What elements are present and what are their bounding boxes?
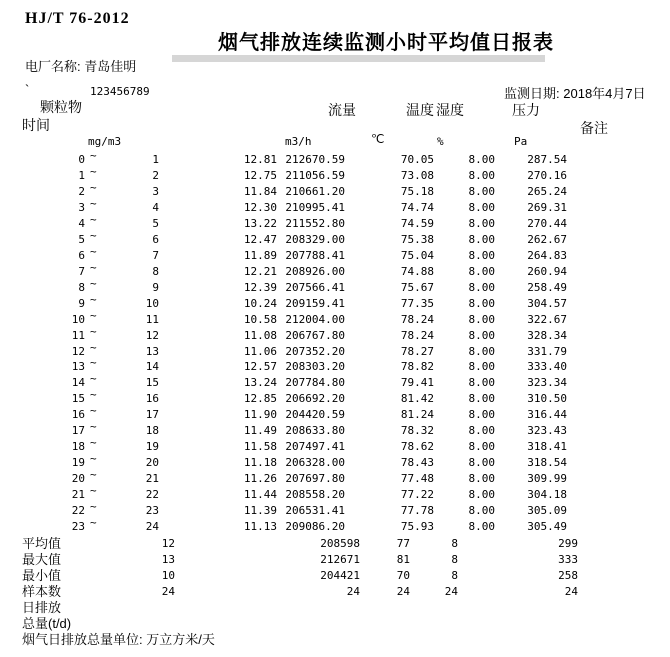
summary-particulate: 13 xyxy=(161,553,175,566)
pressure-value: 333.40 xyxy=(527,360,567,374)
humidity-value: 8.00 xyxy=(468,344,495,358)
monitor-date-label: 监测日期: xyxy=(504,86,560,101)
pressure-value: 262.67 xyxy=(527,232,567,246)
summary-row-label: 平均值 xyxy=(22,536,62,551)
temperature-value: 75.93 xyxy=(400,520,434,534)
pressure-value: 304.57 xyxy=(527,296,567,310)
humidity-value: 8.00 xyxy=(468,184,495,198)
pressure-value: 309.99 xyxy=(527,472,567,486)
hour-range-tilde: ~ xyxy=(90,452,97,466)
humidity-value: 8.00 xyxy=(468,456,495,470)
pressure-value: 316.44 xyxy=(527,408,567,422)
humidity-value: 8.00 xyxy=(468,232,495,246)
pressure-value: 270.16 xyxy=(527,168,567,182)
humidity-value: 8.00 xyxy=(468,328,495,342)
hour-end: 17 xyxy=(145,408,159,422)
hour-end: 7 xyxy=(152,248,159,262)
temperature-value: 78.43 xyxy=(400,456,434,470)
pressure-value: 304.18 xyxy=(527,488,567,502)
hour-range-tilde: ~ xyxy=(90,276,97,290)
particulate-value: 11.84 xyxy=(243,184,277,198)
temperature-value: 78.24 xyxy=(400,312,434,326)
temperature-value: 77.48 xyxy=(400,472,434,486)
pressure-value: 270.44 xyxy=(527,216,567,230)
hour-start: 19 xyxy=(71,456,85,470)
humidity-value: 8.00 xyxy=(468,248,495,262)
temperature-value: 78.62 xyxy=(400,440,434,454)
flow-value: 208329.00 xyxy=(285,232,345,246)
summary-row xyxy=(0,600,670,616)
flow-value: 206692.20 xyxy=(285,392,345,406)
humidity-value: 8.00 xyxy=(468,408,495,422)
humidity-value: 8.00 xyxy=(468,264,495,278)
humidity-value: 8.00 xyxy=(468,392,495,406)
summary-temperature: 70 xyxy=(396,569,410,582)
hour-range-tilde: ~ xyxy=(90,212,97,226)
temperature-value: 78.32 xyxy=(400,424,434,438)
particulate-value: 11.90 xyxy=(243,408,277,422)
unit-flow: m3/h xyxy=(285,135,312,148)
summary-row-label: 日排放 xyxy=(22,600,62,615)
hour-range-tilde: ~ xyxy=(90,228,97,242)
column-header-particulate: 颗粒物 xyxy=(40,99,82,115)
hour-end: 2 xyxy=(152,168,159,182)
pressure-value: 328.34 xyxy=(527,328,567,342)
particulate-value: 10.58 xyxy=(243,312,277,326)
hour-end: 5 xyxy=(152,216,159,230)
hour-start: 8 xyxy=(78,280,85,294)
particulate-value: 12.81 xyxy=(243,153,277,166)
flow-value: 209086.20 xyxy=(285,520,345,534)
hour-range-tilde: ~ xyxy=(90,196,97,210)
hour-end: 13 xyxy=(145,344,159,358)
temperature-value: 75.04 xyxy=(400,248,434,262)
flow-value: 207784.80 xyxy=(285,376,345,390)
hour-range-tilde: ~ xyxy=(90,372,97,386)
particulate-value: 13.24 xyxy=(243,376,277,390)
humidity-value: 8.00 xyxy=(468,216,495,230)
particulate-value: 12.30 xyxy=(243,200,277,214)
hour-end: 14 xyxy=(145,360,159,374)
particulate-value: 12.57 xyxy=(243,360,277,374)
hour-end: 8 xyxy=(152,264,159,278)
summary-flow: 212671 xyxy=(320,553,360,566)
hour-end: 19 xyxy=(145,440,159,454)
humidity-value: 8.00 xyxy=(468,472,495,486)
temperature-value: 81.42 xyxy=(400,392,434,406)
hour-end: 11 xyxy=(145,312,159,326)
plant-name-label: 电厂名称: xyxy=(25,59,81,74)
hour-range-tilde: ~ xyxy=(90,340,97,354)
column-header-remark: 备注 xyxy=(580,120,608,136)
pressure-value: 258.49 xyxy=(527,280,567,294)
hour-start: 0 xyxy=(78,153,85,166)
summary-row xyxy=(0,536,670,552)
summary-pressure: 299 xyxy=(558,537,578,550)
hour-end: 10 xyxy=(145,296,159,310)
hour-end: 1 xyxy=(152,153,159,166)
hour-start: 22 xyxy=(71,504,85,518)
pressure-value: 323.43 xyxy=(527,424,567,438)
column-header-temperature: 温度 xyxy=(406,102,434,118)
particulate-value: 11.06 xyxy=(243,344,277,358)
summary-temperature: 24 xyxy=(396,585,410,598)
hour-start: 3 xyxy=(78,200,85,214)
temperature-value: 77.35 xyxy=(400,296,434,310)
pressure-value: 310.50 xyxy=(527,392,567,406)
temperature-value: 78.82 xyxy=(400,360,434,374)
flow-value: 208926.00 xyxy=(285,264,345,278)
pressure-value: 269.31 xyxy=(527,200,567,214)
flow-value: 209159.41 xyxy=(285,296,345,310)
humidity-value: 8.00 xyxy=(468,424,495,438)
hour-start: 5 xyxy=(78,232,85,246)
summary-humidity: 8 xyxy=(451,553,458,566)
summary-row-label: 最大值 xyxy=(22,552,62,567)
humidity-value: 8.00 xyxy=(468,280,495,294)
unit-temperature: ℃ xyxy=(371,132,385,146)
flow-value: 207497.41 xyxy=(285,440,345,454)
particulate-value: 11.44 xyxy=(243,488,277,502)
humidity-value: 8.00 xyxy=(468,488,495,502)
hour-start: 17 xyxy=(71,424,85,438)
hour-range-tilde: ~ xyxy=(90,404,97,418)
hour-start: 10 xyxy=(71,312,85,326)
hour-start: 2 xyxy=(78,184,85,198)
summary-humidity: 24 xyxy=(444,585,458,598)
hour-range-tilde: ~ xyxy=(90,308,97,322)
hour-start: 15 xyxy=(71,392,85,406)
summary-humidity: 8 xyxy=(451,537,458,550)
column-header-pressure: 压力 xyxy=(512,102,540,118)
hour-start: 6 xyxy=(78,248,85,262)
hour-start: 23 xyxy=(71,520,85,534)
flow-value: 207352.20 xyxy=(285,344,345,358)
plant-name-value: 青岛佳明 xyxy=(84,59,137,74)
hour-end: 20 xyxy=(145,456,159,470)
particulate-value: 11.26 xyxy=(243,472,277,486)
temperature-value: 70.05 xyxy=(400,153,434,166)
hour-end: 6 xyxy=(152,232,159,246)
temperature-value: 75.18 xyxy=(400,184,434,198)
flow-value: 208633.80 xyxy=(285,424,345,438)
summary-row-label: 最小值 xyxy=(22,568,62,583)
hour-start: 1 xyxy=(78,168,85,182)
hour-range-tilde: ~ xyxy=(90,149,97,162)
humidity-value: 8.00 xyxy=(468,360,495,374)
summary-row xyxy=(0,552,670,568)
serial-mark: ` xyxy=(25,82,30,97)
humidity-value: 8.00 xyxy=(468,200,495,214)
hour-range-tilde: ~ xyxy=(90,260,97,274)
hour-start: 7 xyxy=(78,264,85,278)
summary-flow: 208598 xyxy=(320,537,360,550)
plant-name-line xyxy=(25,56,136,75)
pressure-value: 264.83 xyxy=(527,248,567,262)
table-row xyxy=(0,516,670,535)
temperature-value: 74.74 xyxy=(400,200,434,214)
flow-value: 206531.41 xyxy=(285,504,345,518)
temperature-value: 74.88 xyxy=(400,264,434,278)
summary-pressure: 24 xyxy=(564,585,578,598)
temperature-value: 81.24 xyxy=(400,408,434,422)
monitor-date-value: 2018年4月7日 xyxy=(563,86,646,101)
humidity-value: 8.00 xyxy=(468,312,495,326)
hour-end: 12 xyxy=(145,328,159,342)
temperature-value: 79.41 xyxy=(400,376,434,390)
particulate-value: 11.13 xyxy=(243,520,277,534)
flow-value: 211056.59 xyxy=(285,168,345,182)
humidity-value: 8.00 xyxy=(468,440,495,454)
pressure-value: 322.67 xyxy=(527,312,567,326)
summary-particulate: 12 xyxy=(161,537,175,550)
serial-number: 123456789 xyxy=(90,85,150,98)
pressure-value: 305.09 xyxy=(527,504,567,518)
summary-row-label: 样本数 xyxy=(22,584,62,599)
summary-row xyxy=(0,584,670,600)
footer-note: 烟气日排放总量单位: 万立方米/天 xyxy=(22,632,215,647)
pressure-value: 260.94 xyxy=(527,264,567,278)
humidity-value: 8.00 xyxy=(468,504,495,518)
humidity-value: 8.00 xyxy=(468,376,495,390)
summary-pressure: 258 xyxy=(558,569,578,582)
particulate-value: 10.24 xyxy=(243,296,277,310)
flow-value: 207566.41 xyxy=(285,280,345,294)
hour-start: 18 xyxy=(71,440,85,454)
flow-value: 208303.20 xyxy=(285,360,345,374)
hour-end: 4 xyxy=(152,200,159,214)
report-title: 烟气排放连续监测小时平均值日报表 xyxy=(218,32,554,54)
particulate-value: 12.47 xyxy=(243,232,277,246)
humidity-value: 8.00 xyxy=(468,168,495,182)
hour-end: 24 xyxy=(145,520,159,534)
temperature-value: 77.22 xyxy=(400,488,434,502)
column-header-time: 时间 xyxy=(22,117,50,133)
particulate-value: 11.08 xyxy=(243,328,277,342)
flow-value: 206328.00 xyxy=(285,456,345,470)
standard-number: HJ/T 76-2012 xyxy=(25,10,130,27)
flow-value: 207788.41 xyxy=(285,248,345,262)
hour-range-tilde: ~ xyxy=(90,436,97,450)
particulate-value: 11.18 xyxy=(243,456,277,470)
particulate-value: 13.22 xyxy=(243,216,277,230)
summary-humidity: 8 xyxy=(451,569,458,582)
particulate-value: 11.39 xyxy=(243,504,277,518)
hour-end: 18 xyxy=(145,424,159,438)
hour-range-tilde: ~ xyxy=(90,244,97,258)
temperature-value: 78.24 xyxy=(400,328,434,342)
temperature-value: 78.27 xyxy=(400,344,434,358)
flow-value: 212004.00 xyxy=(285,312,345,326)
summary-flow: 204421 xyxy=(320,569,360,582)
temperature-value: 75.67 xyxy=(400,280,434,294)
particulate-value: 12.85 xyxy=(243,392,277,406)
hour-start: 12 xyxy=(71,344,85,358)
particulate-value: 12.75 xyxy=(243,168,277,182)
hour-end: 22 xyxy=(145,488,159,502)
hour-range-tilde: ~ xyxy=(90,468,97,482)
flow-value: 210661.20 xyxy=(285,184,345,198)
flow-value: 211552.80 xyxy=(285,216,345,230)
hour-range-tilde: ~ xyxy=(90,292,97,306)
hour-end: 15 xyxy=(145,376,159,390)
hour-range-tilde: ~ xyxy=(90,356,97,370)
hour-range-tilde: ~ xyxy=(90,388,97,402)
hour-start: 4 xyxy=(78,216,85,230)
pressure-value: 265.24 xyxy=(527,184,567,198)
temperature-value: 75.38 xyxy=(400,232,434,246)
hour-end: 21 xyxy=(145,472,159,486)
hour-end: 3 xyxy=(152,184,159,198)
hour-range-tilde: ~ xyxy=(90,164,97,178)
hour-start: 14 xyxy=(71,376,85,390)
summary-flow: 24 xyxy=(346,585,360,598)
hour-start: 9 xyxy=(78,296,85,310)
hour-end: 9 xyxy=(152,280,159,294)
flow-value: 212670.59 xyxy=(285,153,345,166)
hour-start: 13 xyxy=(71,360,85,374)
hour-start: 21 xyxy=(71,488,85,502)
pressure-value: 323.34 xyxy=(527,376,567,390)
hour-start: 16 xyxy=(71,408,85,422)
pressure-value: 331.79 xyxy=(527,344,567,358)
pressure-value: 305.49 xyxy=(527,520,567,534)
flow-value: 206767.80 xyxy=(285,328,345,342)
hour-range-tilde: ~ xyxy=(90,324,97,338)
particulate-value: 11.49 xyxy=(243,424,277,438)
pressure-value: 287.54 xyxy=(527,153,567,166)
hour-range-tilde: ~ xyxy=(90,420,97,434)
summary-pressure: 333 xyxy=(558,553,578,566)
particulate-value: 11.89 xyxy=(243,248,277,262)
summary-temperature: 81 xyxy=(396,553,410,566)
flow-value: 208558.20 xyxy=(285,488,345,502)
column-header-flow: 流量 xyxy=(328,102,356,118)
flow-value: 204420.59 xyxy=(285,408,345,422)
unit-pressure: Pa xyxy=(514,135,528,148)
unit-humidity: % xyxy=(437,135,444,148)
hour-range-tilde: ~ xyxy=(90,180,97,194)
temperature-value: 74.59 xyxy=(400,216,434,230)
title-underline-artifact xyxy=(172,55,545,62)
hour-end: 23 xyxy=(145,504,159,518)
particulate-value: 11.58 xyxy=(243,440,277,454)
flow-value: 207697.80 xyxy=(285,472,345,486)
summary-temperature: 77 xyxy=(396,537,410,550)
hour-range-tilde: ~ xyxy=(90,516,97,530)
hour-start: 20 xyxy=(71,472,85,486)
summary-row-label: 总量(t/d) xyxy=(22,616,72,631)
flow-value: 210995.41 xyxy=(285,200,345,214)
hour-range-tilde: ~ xyxy=(90,500,97,514)
summary-row xyxy=(0,568,670,584)
particulate-value: 12.21 xyxy=(243,264,277,278)
humidity-value: 8.00 xyxy=(468,296,495,310)
humidity-value: 8.00 xyxy=(468,153,495,166)
hour-end: 16 xyxy=(145,392,159,406)
unit-particulate: mg/m3 xyxy=(88,135,122,148)
pressure-value: 318.41 xyxy=(527,440,567,454)
summary-particulate: 10 xyxy=(161,569,175,582)
temperature-value: 77.78 xyxy=(400,504,434,518)
temperature-value: 73.08 xyxy=(400,168,434,182)
particulate-value: 12.39 xyxy=(243,280,277,294)
column-header-humidity: 湿度 xyxy=(436,102,464,118)
humidity-value: 8.00 xyxy=(468,520,495,534)
hour-range-tilde: ~ xyxy=(90,484,97,498)
pressure-value: 318.54 xyxy=(527,456,567,470)
summary-row xyxy=(0,616,670,632)
summary-particulate: 24 xyxy=(161,585,175,598)
hour-start: 11 xyxy=(71,328,85,342)
